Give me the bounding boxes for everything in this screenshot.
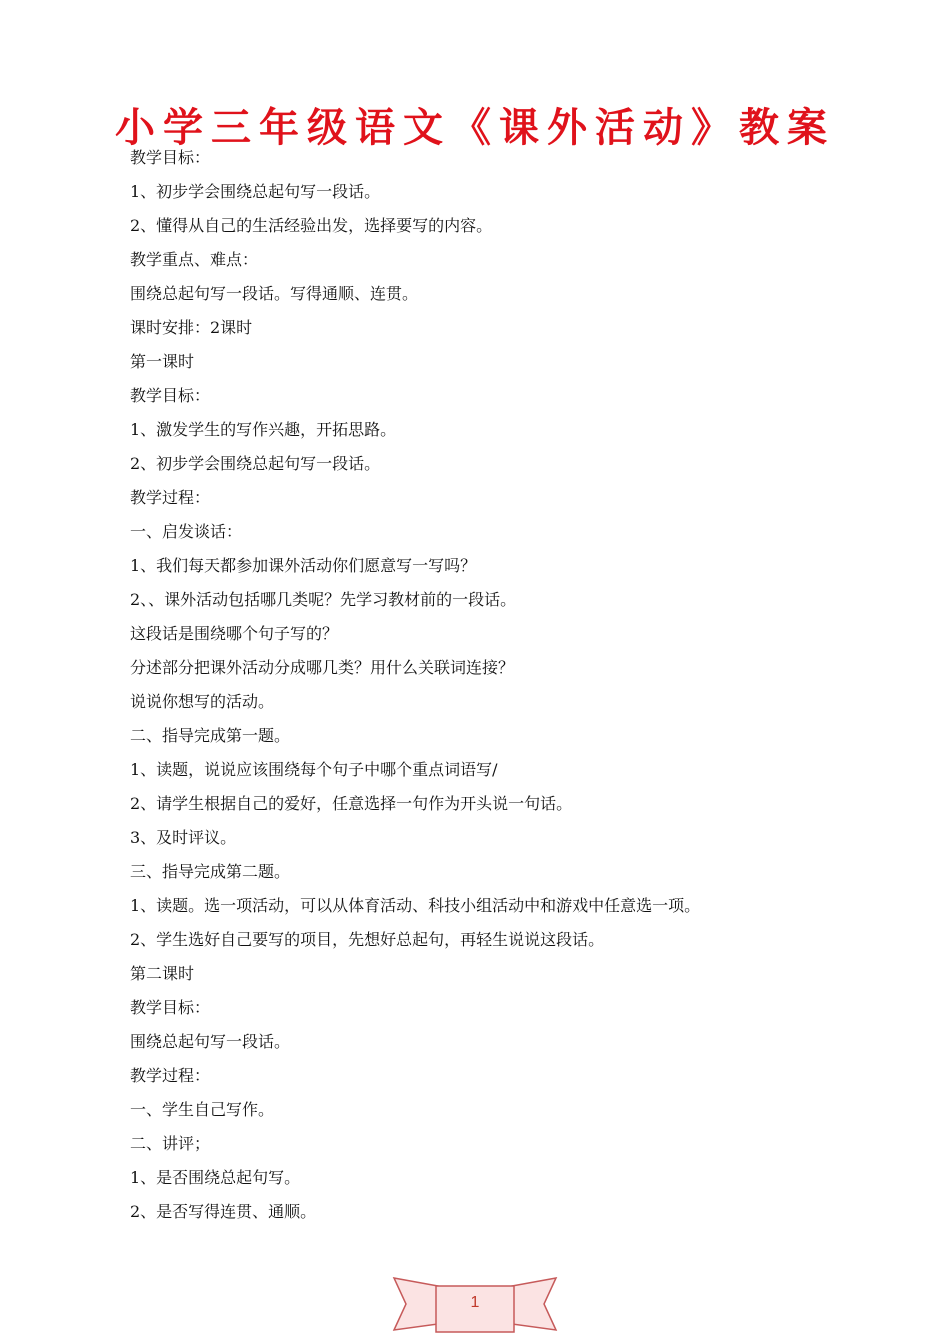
paragraph: 一、启发谈话： [130,522,243,541]
paragraph: 二、指导完成第一题。 [130,726,291,745]
paragraph: 围绕总起句写一段话。写得通顺、连贯。 [130,284,419,303]
page-number-badge [392,1272,558,1338]
paragraph: 2、、课外活动包括哪几类呢？先学习教材前的一段话。 [130,590,517,609]
paragraph: 三、指导完成第二题。 [130,862,291,881]
paragraph: 1、是否围绕总起句写。 [130,1168,301,1187]
document-title: 小学三年级语文《课外活动》教案 [115,105,835,151]
paragraph: 2、是否写得连贯、通顺。 [130,1202,317,1221]
paragraph: 1、激发学生的写作兴趣，开拓思路。 [130,420,397,439]
paragraph: 分述部分把课外活动分成哪几类？用什么关联词连接？ [130,658,515,677]
paragraph: 教学重点、难点： [130,250,259,269]
paragraph: 2、初步学会围绕总起句写一段话。 [130,454,381,473]
page-number: 1 [470,1294,480,1311]
paragraph: 教学目标： [130,386,211,405]
paragraph: 1、我们每天都参加课外活动你们愿意写一写吗？ [130,556,477,575]
paragraph: 围绕总起句写一段话。 [130,1032,291,1051]
paragraph: 2、学生选好自己要写的项目，先想好总起句，再轻生说说这段话。 [130,930,605,949]
paragraph: 1、读题，说说应该围绕每个句子中哪个重点词语写/ [130,760,498,779]
paragraph: 说说你想写的活动。 [130,692,275,711]
paragraph: 教学过程： [130,1066,211,1085]
paragraph: 第一课时 [130,352,195,371]
paragraph: 1、读题。选一项活动，可以从体育活动、科技小组活动中和游戏中任意选一项。 [130,896,701,915]
paragraph: 2、请学生根据自己的爱好，任意选择一句作为开头说一句话。 [130,794,573,813]
paragraph: 教学目标： [130,998,211,1017]
paragraph: 教学目标： [130,148,211,167]
paragraph: 课时安排：2课时 [130,318,253,337]
paragraph: 2、懂得从自己的生活经验出发，选择要写的内容。 [130,216,493,235]
paragraph: 这段话是围绕哪个句子写的？ [130,624,339,643]
paragraph: 3、及时评议。 [130,828,237,847]
paragraph: 教学过程： [130,488,211,507]
paragraph: 二、讲评； [130,1134,211,1153]
paragraph: 1、初步学会围绕总起句写一段话。 [130,182,381,201]
paragraph: 一、学生自己写作。 [130,1100,275,1119]
paragraph: 第二课时 [130,964,195,983]
